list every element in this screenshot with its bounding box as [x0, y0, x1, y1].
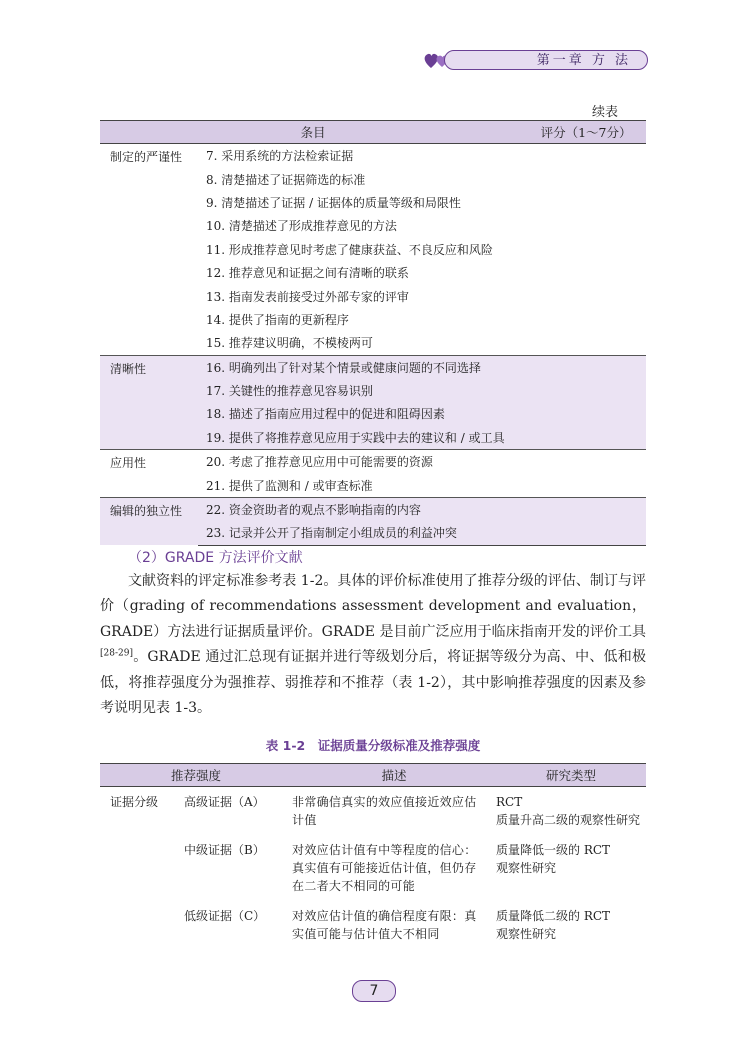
item-8: 8. 清楚描述了证据筛选的标准 [206, 172, 366, 187]
table-row [100, 450, 646, 474]
table-row [100, 497, 646, 521]
category-applicability: 应用性 [100, 450, 198, 498]
header-strength: 推荐强度 [100, 764, 292, 787]
item-19: 19. 提供了将推荐意见应用于实践中去的建议和 / 或工具 [198, 426, 526, 450]
item-22: 22. 资金资助者的观点不影响指南的内容 [198, 497, 526, 521]
paragraph [100, 569, 646, 721]
study-type: 观察性研究 [496, 927, 557, 941]
appraisal-items-table [100, 120, 646, 546]
item-18: 18. 描述了指南应用过程中的促进和阻碍因素 [198, 402, 526, 425]
paragraph-part-1: 文献资料的评定标准参考表 1-2。具体的评价标准使用了推荐分级的评估、制订与评价（grading of recommendations assessment development and evaluation，GRADE）方法进行证据质量评价。GRADE 是目前广泛应用于临床指南开发的评价工具 [100, 573, 646, 640]
group-label: 证据分级 [110, 795, 159, 809]
table-row [100, 355, 646, 379]
item-13: 13. 指南发表前接受过外部专家的评审 [206, 289, 409, 304]
item-9: 9. 清楚描述了证据 / 证据体的质量等级和局限性 [206, 195, 461, 210]
body-text [100, 569, 646, 721]
item-14: 14. 提供了指南的更新程序 [206, 312, 349, 327]
item-7: 7. 采用系统的方法检索证据 [198, 144, 526, 168]
chapter-title: 第一章 方 法 [444, 50, 648, 70]
header-description: 描述 [292, 764, 496, 787]
section-heading: （2）GRADE 方法评价文献 [128, 550, 303, 566]
item-10: 10. 清楚描述了形成推荐意见的方法 [206, 219, 397, 234]
item-16: 16. 明确列出了针对某个情景或健康问题的不同选择 [198, 355, 526, 379]
item-11: 11. 形成推荐意见时考虑了健康获益、不良反应和风险 [206, 242, 493, 257]
desc-high: 非常确信真实的效应值接近效应估计值 [292, 795, 477, 827]
item-20: 20. 考虑了推荐意见应用中可能需要的资源 [198, 450, 526, 474]
table-caption: 表 1-2 证据质量分级标准及推荐强度 [265, 738, 481, 753]
header-items: 条目 [100, 121, 526, 144]
category-clarity: 清晰性 [100, 355, 198, 450]
item-17: 17. 关键性的推荐意见容易识别 [198, 379, 526, 402]
header-score: 评分（1～7分） [526, 121, 646, 144]
level-high: 高级证据（A） [184, 795, 265, 809]
category-rigor: 制定的严谨性 [100, 144, 198, 356]
item-12: 12. 推荐意见和证据之间有清晰的联系 [206, 266, 409, 281]
level-medium: 中级证据（B） [184, 843, 265, 857]
types-medium [496, 835, 646, 901]
item-23: 23. 记录并公开了指南制定小组成员的利益冲突 [198, 521, 526, 545]
desc-medium: 对效应估计值有中等程度的信心：真实值有可能接近估计值，但仍存在二者大不相同的可能 [292, 843, 477, 893]
level-low: 低级证据（C） [184, 909, 266, 923]
table-row [100, 787, 646, 836]
category-independence: 编辑的独立性 [100, 497, 198, 545]
types-high [496, 787, 646, 836]
study-type: RCT [496, 795, 523, 809]
citation-ref: [28-29] [100, 648, 133, 659]
study-type: 质量降低一级的 RCT [496, 843, 611, 857]
study-type: 质量降低二级的 RCT [496, 909, 611, 923]
table-continued-label: 续表 [592, 105, 619, 120]
header-study-type: 研究类型 [496, 764, 646, 787]
running-header [422, 48, 648, 72]
item-21: 21. 提供了监测和 / 或审查标准 [206, 478, 373, 493]
types-low [496, 901, 646, 949]
item-15: 15. 推荐建议明确，不模棱两可 [206, 336, 373, 351]
desc-low: 对效应估计值的确信程度有限：真实值可能与估计值大不相同 [292, 909, 477, 941]
study-type: 观察性研究 [496, 861, 557, 875]
table-row [100, 144, 646, 168]
paragraph-part-2: 。GRADE 通过汇总现有证据并进行等级划分后，将证据等级分为高、中、低和极低，将推荐强度分为强推荐、弱推荐和不推荐（表 1-2），其中影响推荐强度的因素及参考说明见表 1-3。 [100, 649, 646, 717]
page-number: 7 [352, 980, 396, 1002]
evidence-grade-table [100, 763, 646, 949]
study-type: 质量升高二级的观察性研究 [496, 813, 641, 827]
